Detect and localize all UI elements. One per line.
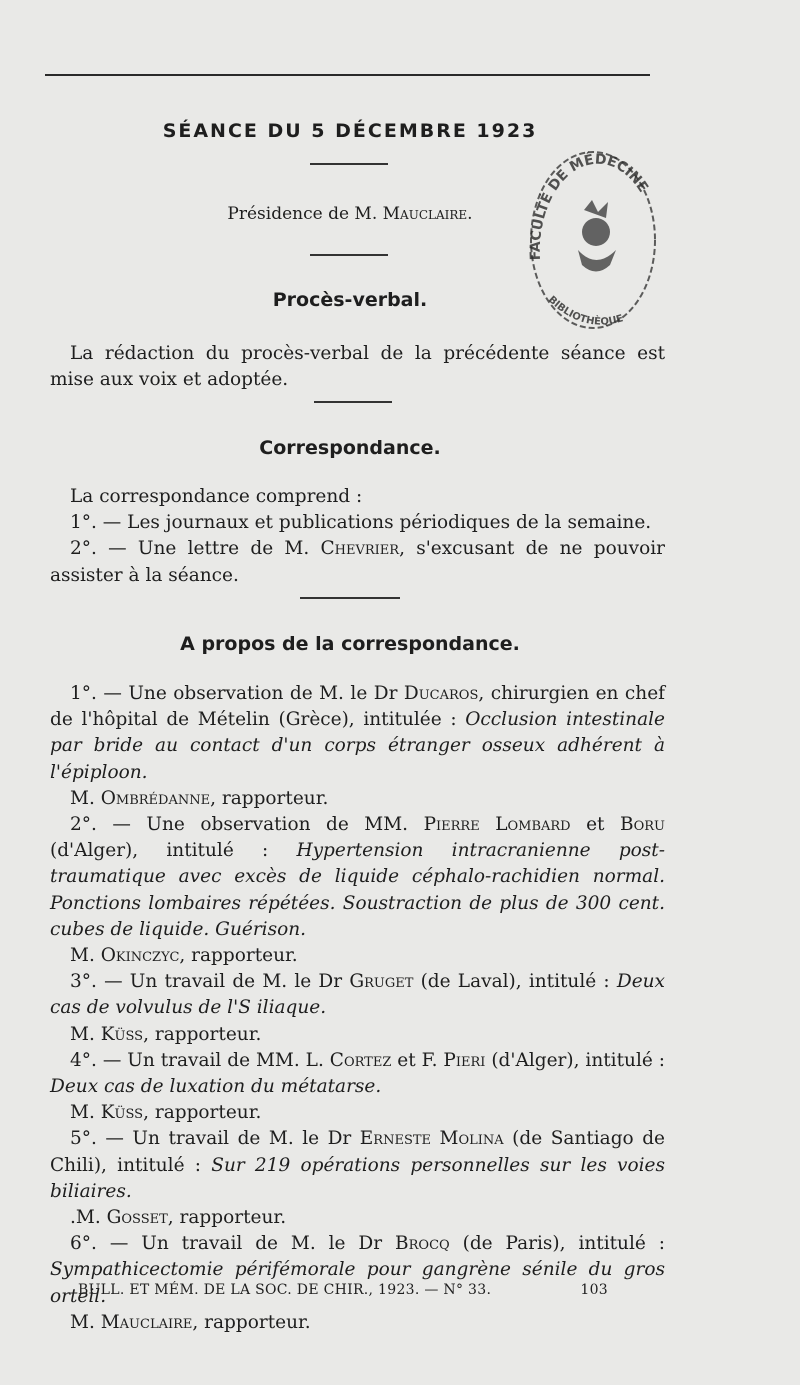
divider [314, 401, 392, 403]
rapporteur-line: .M. Gosset, rapporteur. [70, 1207, 287, 1229]
rapporteur-name: Mauclaire [100, 1311, 193, 1333]
rapporteur-line: M. Küss, rapporteur. [70, 1023, 262, 1045]
person-name: Brocq [395, 1233, 450, 1255]
page-footer [78, 1282, 608, 1298]
library-stamp-icon [518, 140, 668, 335]
work-title: Hypertension intracranienne post-traumatique avec excès de liquide céphalo-rachidien normal. Ponctions lombaires répétées. Soustraction de plus de 300 cent. cubes de liquide. Guérison. [50, 840, 665, 940]
rapporteur-line: M. Okinczyc, rapporteur. [70, 945, 298, 967]
work-title: Sur 219 opérations personnelles sur les voies biliaires. [50, 1154, 665, 1202]
page-number: 103 [580, 1282, 608, 1298]
correspondance-intro: La correspondance comprend : [70, 486, 363, 507]
rapporteur-name: Ombrédanne [100, 787, 211, 809]
correspondance-body [50, 484, 665, 589]
stamp-text-bottom: BIBLIOTHÈQUE [545, 294, 625, 328]
rapporteur-name: Küss [100, 1102, 144, 1124]
stamp-text-top: FACULTÉ DE MÉDECINE [527, 151, 652, 261]
divider [300, 597, 400, 599]
person-name: Boru [620, 814, 665, 836]
president-name: Mauclaire. [382, 204, 473, 224]
rapporteur-name: Okinczyc [100, 945, 180, 967]
list-item: 1°. — Une observation de M. le Dr Ducaros, chirurgien en chef de l'hôpital de Mételin (Grèce), intitulée : Occlusion intestinale par bride au contact d'un corps étranger osseux adhérent à l'épiploon. [50, 683, 665, 783]
divider [310, 254, 388, 256]
person-name: Erneste Molina [359, 1128, 504, 1150]
rapporteur-line: M. Mauclaire, rapporteur. [70, 1311, 311, 1333]
list-item: 2°. — Une observation de MM. Pierre Lombard et Boru (d'Alger), intitulé : Hypertension intracranienne post-traumatique avec excès de liquide céphalo-rachidien normal. Ponctions lombaires répétées. Soustraction de plus de 300 cent. cubes de liquide. Guérison. [50, 814, 665, 940]
person-name: Gruget [349, 971, 414, 993]
list-item: 5°. — Un travail de M. le Dr Erneste Molina (de Santiago de Chili), intitulé : Sur 219 opérations personnelles sur les voies biliaires. [50, 1128, 665, 1202]
rapporteur-name: Küss [100, 1023, 144, 1045]
person-name: Pierre Lombard [423, 814, 571, 836]
person-name: Pieri [443, 1049, 486, 1071]
presidence-line: Présidence de M. Mauclaire. [227, 204, 473, 224]
seance-title: SÉANCE DU 5 DÉCEMBRE 1923 [162, 120, 538, 142]
rapporteur-line: M. Ombrédanne, rapporteur. [70, 787, 329, 809]
divider [310, 163, 388, 165]
person-name: Ducaros [403, 683, 479, 704]
list-item: 6°. — Un travail de M. le Dr Brocq (de Paris), intitulé : Sympathicectomie périfémorale pour gangrène sénile du gros orteil. [50, 1233, 665, 1307]
proces-verbal-text: La rédaction du procès-verbal de la précédente séance est mise aux voix et adoptée. [50, 343, 665, 391]
list-item: 3°. — Un travail de M. le Dr Gruget (de Laval), intitulé : Deux cas de volvulus de l'S iliaque. [50, 971, 665, 1019]
work-title: Deux cas de luxation du métatarse. [50, 1076, 382, 1098]
a-propos-body [50, 681, 665, 1336]
list-item: 4°. — Un travail de MM. L. Cortez et F. Pieri (d'Alger), intitulé : Deux cas de luxation du métatarse. [50, 1049, 665, 1098]
correspondance-item: 1°. — Les journaux et publications périodiques de la semaine. [70, 512, 652, 534]
person-name: Cortez [329, 1049, 392, 1071]
work-title: Deux cas de volvulus de l'S iliaque. [50, 971, 665, 1019]
proces-verbal-title: Procès-verbal. [272, 289, 428, 311]
work-title: Sympathicectomie périfémorale pour gangrène sénile du gros orteil. [50, 1259, 665, 1307]
correspondance-title: Correspondance. [259, 437, 441, 459]
correspondance-item: 2°. — Une lettre de M. Chevrier, s'excusant de ne pouvoir assister à la séance. [50, 538, 665, 586]
rapporteur-name: Gosset [106, 1207, 168, 1229]
rapporteur-line: M. Küss, rapporteur. [70, 1102, 262, 1124]
a-propos-title: A propos de la correspondance. [180, 633, 520, 655]
journal-reference: BULL. ET MÉM. DE LA SOC. DE CHIR., 1923. — N° 33. [78, 1282, 492, 1298]
work-title: Occlusion intestinale par bride au contact d'un corps étranger osseux adhérent à l'épiploon. [50, 709, 665, 783]
top-rule [45, 74, 650, 76]
person-name: Chevrier [320, 538, 400, 560]
svg-text:BIBLIOTHÈQUE [546, 294, 625, 327]
